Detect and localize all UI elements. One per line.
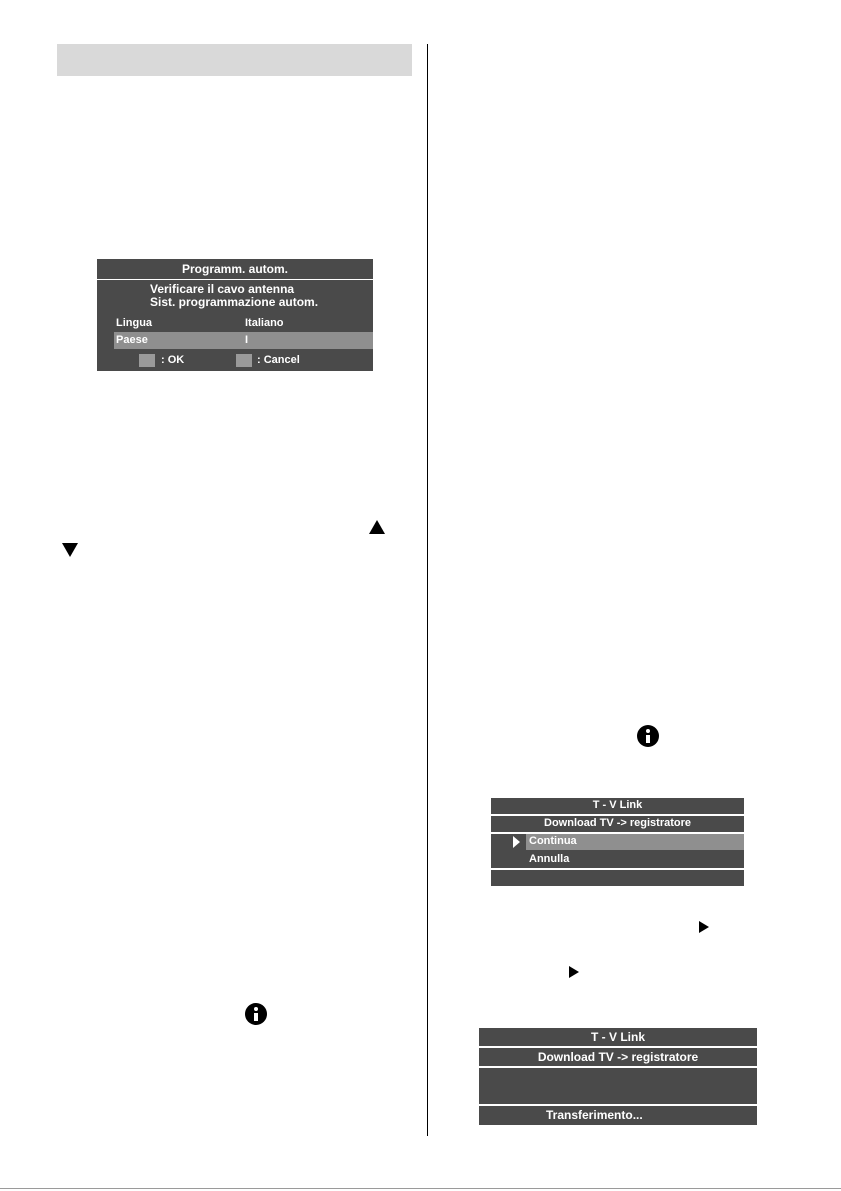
osd-line-cable-check: Verificare il cavo antenna: [150, 282, 295, 296]
osd-language-label: Lingua: [116, 317, 153, 329]
menu-item-cancel-label: Annulla: [529, 853, 570, 865]
osd-title: Programm. autom.: [181, 262, 289, 276]
osd-status-label: Transferimento...: [546, 1108, 643, 1122]
section-header-bar: [57, 44, 412, 76]
osd-country-row[interactable]: [114, 332, 373, 349]
menu-item-continue-label: Continua: [529, 835, 577, 847]
osd-title-row: [491, 798, 744, 814]
osd-title: T - V Link: [591, 1030, 645, 1044]
osd-autoprog-menu: [97, 259, 373, 371]
osd-line-prog-system: Sist. programmazione autom.: [150, 295, 319, 309]
info-icon: [245, 1003, 267, 1025]
osd-title-row: [479, 1028, 757, 1046]
osd-country-label: Paese: [116, 334, 148, 346]
menu-item-cancel[interactable]: [526, 852, 744, 868]
osd-subtitle-row: [491, 816, 744, 832]
osd-language-value: Italiano: [245, 317, 284, 329]
menu-item-continue[interactable]: [526, 834, 744, 850]
selection-arrow-icon: [513, 836, 520, 848]
column-divider: [427, 44, 428, 1136]
triangle-up-icon: [369, 520, 385, 534]
triangle-down-icon: [62, 543, 78, 557]
osd-footer-row: [491, 868, 744, 870]
osd-subtitle-row: [479, 1048, 757, 1066]
info-icon: [637, 725, 659, 747]
osd-subtitle: Download TV -> registratore: [537, 1050, 699, 1064]
osd-cancel-label: : Cancel: [257, 354, 300, 366]
osd-subtitle: Download TV -> registratore: [544, 817, 691, 829]
osd-title-row: [97, 259, 373, 279]
osd-tvlink-transfer: [479, 1028, 757, 1125]
osd-country-value: I: [245, 334, 249, 346]
triangle-right-icon: [699, 921, 709, 933]
osd-ok-label: : OK: [161, 354, 185, 366]
osd-footer-row: [97, 351, 373, 371]
osd-tvlink-menu: [491, 798, 744, 886]
page-bottom-rule: [0, 1188, 841, 1189]
osd-title: T - V Link: [592, 799, 643, 811]
triangle-right-icon: [569, 966, 579, 978]
key-square-icon: [139, 354, 155, 367]
osd-progress-area: [479, 1068, 757, 1104]
osd-status-row: [479, 1106, 757, 1125]
key-square-icon: [236, 354, 252, 367]
